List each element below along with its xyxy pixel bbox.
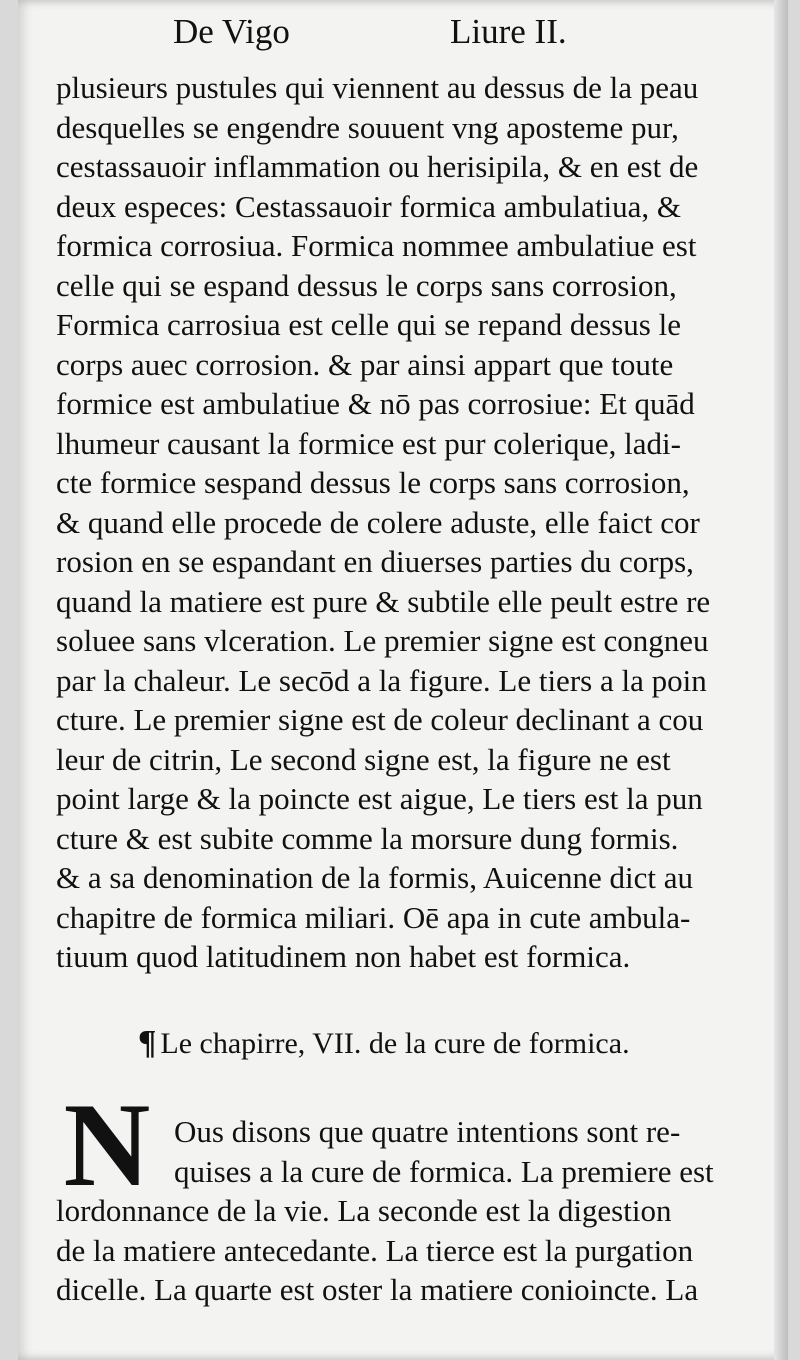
text-line: celle qui se espand dessus le corps sans corrosion, [56, 267, 677, 303]
text-line: & a sa denomination de la formis, Auicenne dict au [56, 860, 694, 895]
text-line: Formica carrosiua est celle qui se repand dessus le [56, 307, 681, 342]
header-book-number: Liure II. [450, 12, 567, 51]
text-line: chapitre de formica miliari. Oē apa in cute ambula- [56, 899, 691, 935]
text-line: tiuum quod latitudinem non habet est formica. [56, 939, 631, 974]
text-line: Ous disons que quatre intentions sont re- [174, 1114, 681, 1149]
book-page [18, 0, 788, 1360]
chapter-heading [138, 1024, 738, 1070]
text-line: cestassauoir inflammation ou herisipila, & en est de [56, 149, 699, 184]
text-line: de la matiere antecedante. La tierce est la purgation [56, 1232, 694, 1268]
text-line: dicelle. La quarte est oster la matiere conioincte. La [56, 1272, 699, 1307]
paragraph-2 [56, 1112, 766, 1310]
text-line: lordonnance de la vie. La seconde est la digestion [56, 1193, 672, 1228]
text-line: point large & la poincte est aigue, Le tiers est la pun [56, 781, 703, 816]
header-author: De Vigo [173, 12, 290, 51]
text-line: leur de citrin, Le second signe est, la figure ne est [56, 741, 671, 777]
page-edge [774, 0, 788, 1360]
text-line: par la chaleur. Le secōd a la figure. Le tiers a la poin [56, 662, 707, 698]
text-line: cte formice sespand dessus le corps sans corrosion, [56, 465, 690, 500]
text-line: plusieurs pustules qui viennent au dessus de la peau [56, 70, 699, 105]
text-line: cture. Le premier signe est de coleur declinant a cou [56, 702, 704, 737]
text-line: formice est ambulatiue & nō pas corrosiue: Et quād [56, 386, 695, 421]
text-line: quand la matiere est pure & subtile elle peult estre re [56, 583, 711, 619]
chapter-title: Le chapirre, VII. de la cure de formica. [160, 1027, 630, 1060]
pilcrow-mark: ¶ [138, 1024, 157, 1061]
text-line: rosion en se espandant en diuerses parties du corps, [56, 544, 694, 579]
text-line: formica corrosiua. Formica nommee ambulatiue est [56, 228, 697, 263]
text-line: cture & est subite comme la morsure dung formis. [56, 820, 679, 856]
text-line: quises a la cure de formica. La premiere est [174, 1153, 714, 1189]
text-line: & quand elle procede de colere aduste, elle faict cor [56, 504, 700, 540]
paragraph-1 [56, 68, 766, 977]
running-header [18, 12, 788, 62]
text-line: soluee sans vlceration. Le premier signe est congneu [56, 623, 709, 658]
text-line: corps auec corrosion. & par ainsi appart que toute [56, 346, 674, 382]
text-line: lhumeur causant la formice est pur colerique, ladi- [56, 425, 681, 461]
text-line: deux especes: Cestassauoir formica ambulatiua, & [56, 188, 681, 224]
drop-capital: N [63, 1078, 151, 1211]
text-line: desquelles se engendre souuent vng aposteme pur, [56, 109, 679, 145]
